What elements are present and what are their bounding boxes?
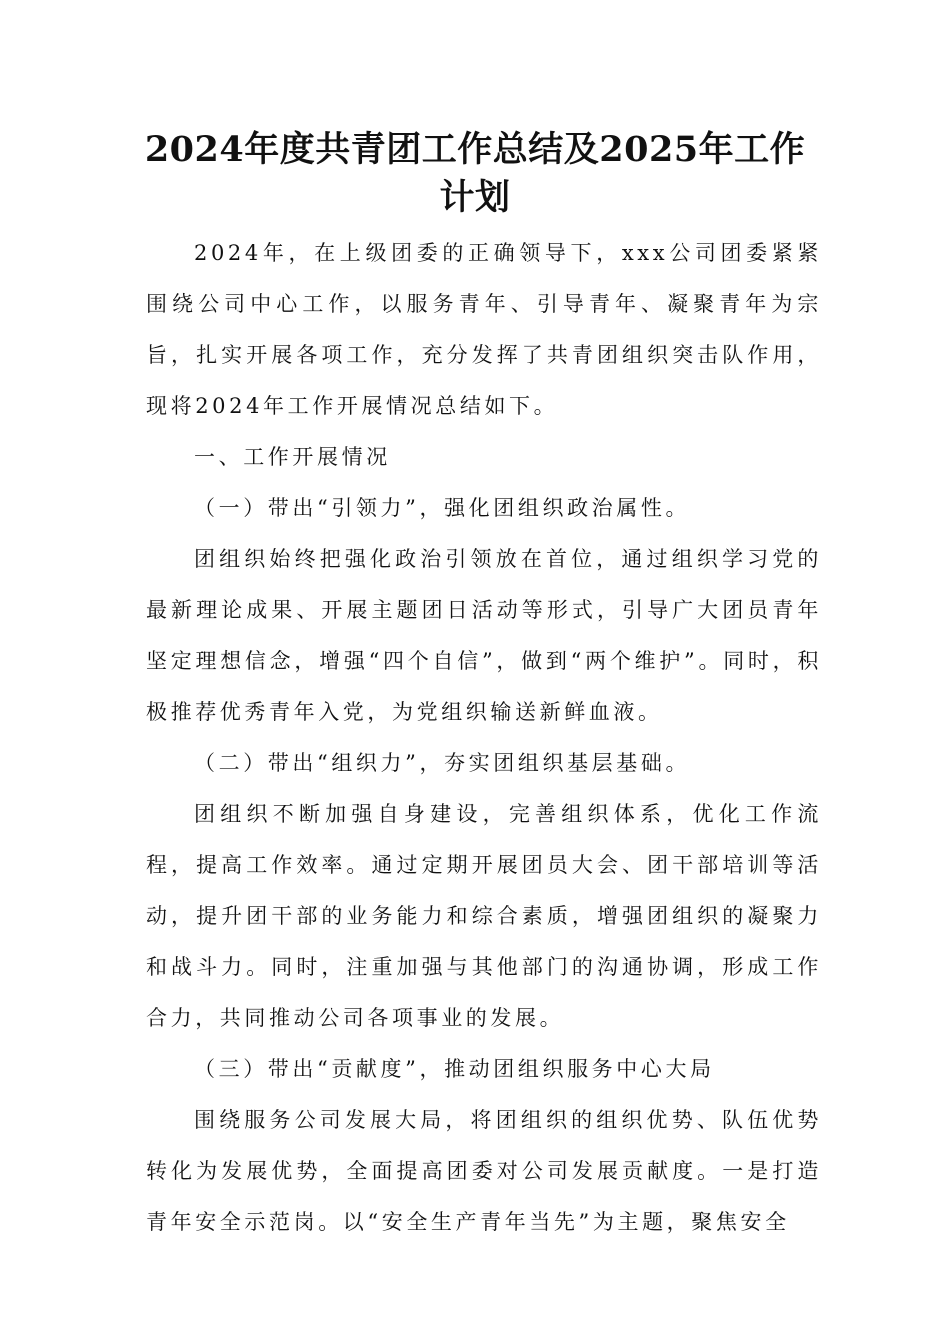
paragraph-organization: 团组织不断加强自身建设，完善组织体系，优化工作流程，提高工作效率。通过定期开展团员大会、团干部培训等活动，提升团干部的业务能力和综合素质，增强团组织的凝聚力和战斗力。同时，注重加强与其他部门的沟通协调，形成工作合力，共同推动公司各项事业的发展。: [146, 802, 822, 1030]
paragraph-contribution: 围绕服务公司发展大局，将团组织的组织优势、队伍优势转化为发展优势，全面提高团委对公司发展贡献度。一是打造青年安全示范岗。以“安全生产青年当先”为主题，聚焦安全: [146, 1108, 822, 1234]
subsection-heading-leadership: （一）带出“引领力”，强化团组织政治属性。: [194, 496, 691, 520]
document-title: 2024年度共青团工作总结及2025年工作计划: [144, 129, 806, 218]
paragraph-leadership: 团组织始终把强化政治引领放在首位，通过组织学习党的最新理论成果、开展主题团日活动等形式，引导广大团员青年坚定理想信念，增强“四个自信”，做到“两个维护”。同时，积极推荐优秀青年入党，为党组织输送新鲜血液。: [146, 547, 822, 724]
document-body: [146, 228, 822, 1248]
subsection-heading-organization: （二）带出“组织力”，夯实团组织基层基础。: [194, 751, 691, 775]
subsection-heading-contribution: （三）带出“贡献度”，推动团组织服务中心大局: [194, 1057, 715, 1081]
section-heading-work-status: 一、工作开展情况: [194, 445, 391, 469]
paragraph-intro: 2024年，在上级团委的正确领导下，xxx公司团委紧紧围绕公司中心工作，以服务青年、引导青年、凝聚青年为宗旨，扎实开展各项工作，充分发挥了共青团组织突击队作用，现将2024年工作开展情况总结如下。: [146, 241, 822, 418]
